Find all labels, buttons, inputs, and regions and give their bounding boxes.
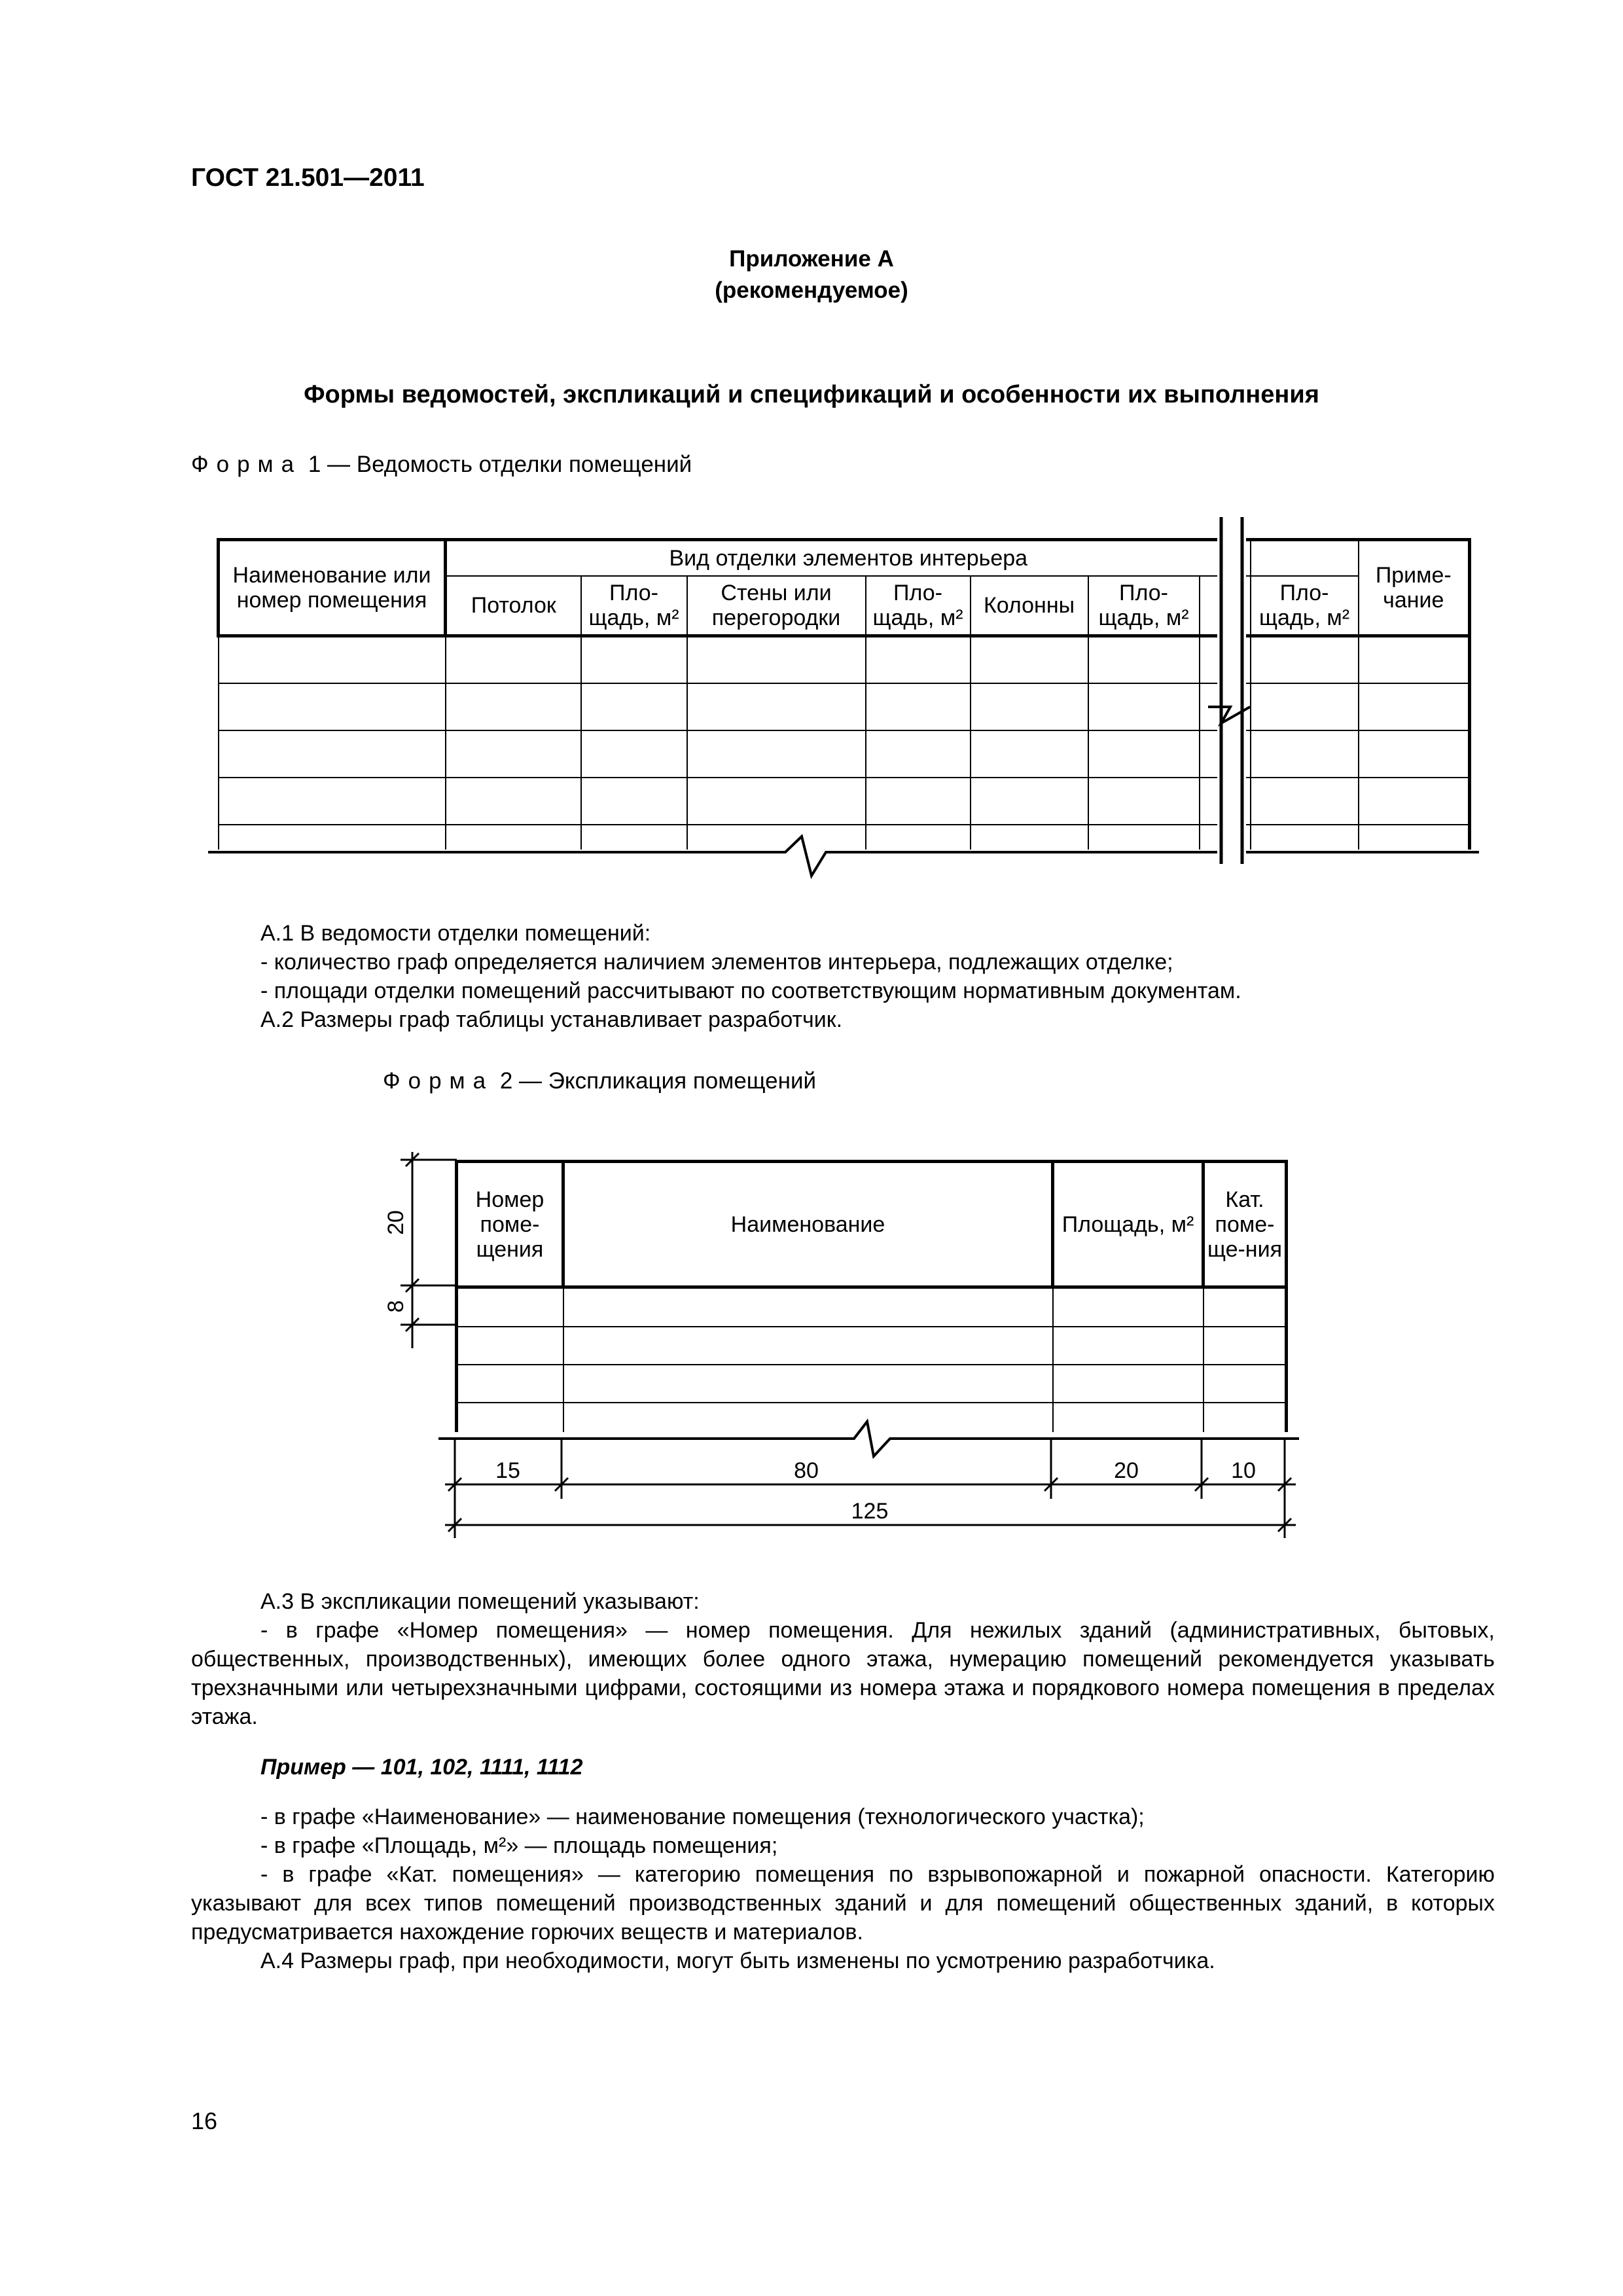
note-a1: А.1 В ведомости отделки помещений: (260, 921, 651, 946)
note-item3: - в графе «Площадь, м²» — площадь помещения; (260, 1833, 778, 1858)
note-a3-item1: - в графе «Номер помещения» — номер помещения. Для нежилых зданий (административных, бытовых, общественных, производственных), имеющих более одного этажа, нумерацию помещений рекомендуется указывать трехзначными или четырехзначными цифрами, состоящими из номера этажа и порядкового номера помещения в пределах этажа. (191, 1618, 1495, 1729)
form1-header-note: Приме-чание (1359, 540, 1470, 636)
note-a1-item1: - количество граф определяется наличием элементов интерьера, подлежащих отделке; (260, 950, 1173, 975)
note-a1-item2: - площади отделки помещений рассчитывают по соответствующим нормативным документам. (260, 978, 1241, 1003)
note-item4: - в графе «Кат. помещения» — категорию помещения по взрывопожарной и пожарной опасности. Категорию указывают для всех типов помещений производственных зданий и для помещений общественных зданий, в которых предусматривается нахождение горючих веществ и материалов. (191, 1862, 1495, 1945)
form1-header-walls: Стены или перегородки (687, 576, 866, 636)
dim-total: 125 (851, 1499, 889, 1524)
dim-row-height: 8 (383, 1300, 408, 1313)
form2-header-area: Площадь, м² (1053, 1162, 1204, 1287)
appendix-status: (рекомендуемое) (715, 278, 908, 303)
form2-caption-prefix: Форма (383, 1068, 494, 1094)
note-a2: А.2 Размеры граф таблицы устанавливает разработчик. (260, 1007, 843, 1032)
form2-header-number: Номер поме-щения (457, 1162, 563, 1287)
page-number: 16 (191, 2108, 218, 2134)
form1-group-header: Вид отделки элементов интерьера (446, 540, 1251, 576)
form1-header-ceiling: Потолок (446, 576, 581, 636)
form1-caption-prefix: Форма (191, 452, 302, 477)
form2-header-category: Кат. поме-ще-ния (1204, 1162, 1287, 1287)
form1-caption-text: 1 — Ведомость отделки помещений (308, 452, 692, 477)
form1-header-area-1: Пло-щадь, м² (581, 576, 687, 636)
dim-col-2: 80 (794, 1458, 819, 1483)
appendix-title: Приложение А (729, 246, 894, 272)
dim-col-1: 15 (495, 1458, 520, 1483)
form1-header-area-4: Пло-щадь, м² (1251, 576, 1359, 636)
document-code: ГОСТ 21.501—2011 (191, 164, 425, 192)
section-title: Формы ведомостей, экспликаций и спецификаций и особенности их выполнения (304, 381, 1319, 408)
form2-header-name: Наименование (563, 1162, 1053, 1287)
dim-col-3: 20 (1114, 1458, 1139, 1483)
example-text: Пример — 101, 102, 1111, 1112 (260, 1755, 583, 1780)
note-item2: - в графе «Наименование» — наименование помещения (технологического участка); (260, 1804, 1145, 1829)
dim-col-4: 10 (1231, 1458, 1256, 1483)
form1-header-area-3: Пло-щадь, м² (1088, 576, 1200, 636)
dim-header-height: 20 (383, 1210, 408, 1235)
note-a4: А.4 Размеры граф, при необходимости, могут быть изменены по усмотрению разработчика. (260, 1948, 1215, 1973)
form1-header-name: Наименование или номер помещения (219, 540, 446, 636)
form1-header-area-2: Пло-щадь, м² (866, 576, 971, 636)
form2-caption-text: 2 — Экспликация помещений (499, 1068, 817, 1094)
note-a3: А.3 В экспликации помещений указывают: (260, 1589, 700, 1614)
form1-header-columns: Колонны (971, 576, 1088, 636)
